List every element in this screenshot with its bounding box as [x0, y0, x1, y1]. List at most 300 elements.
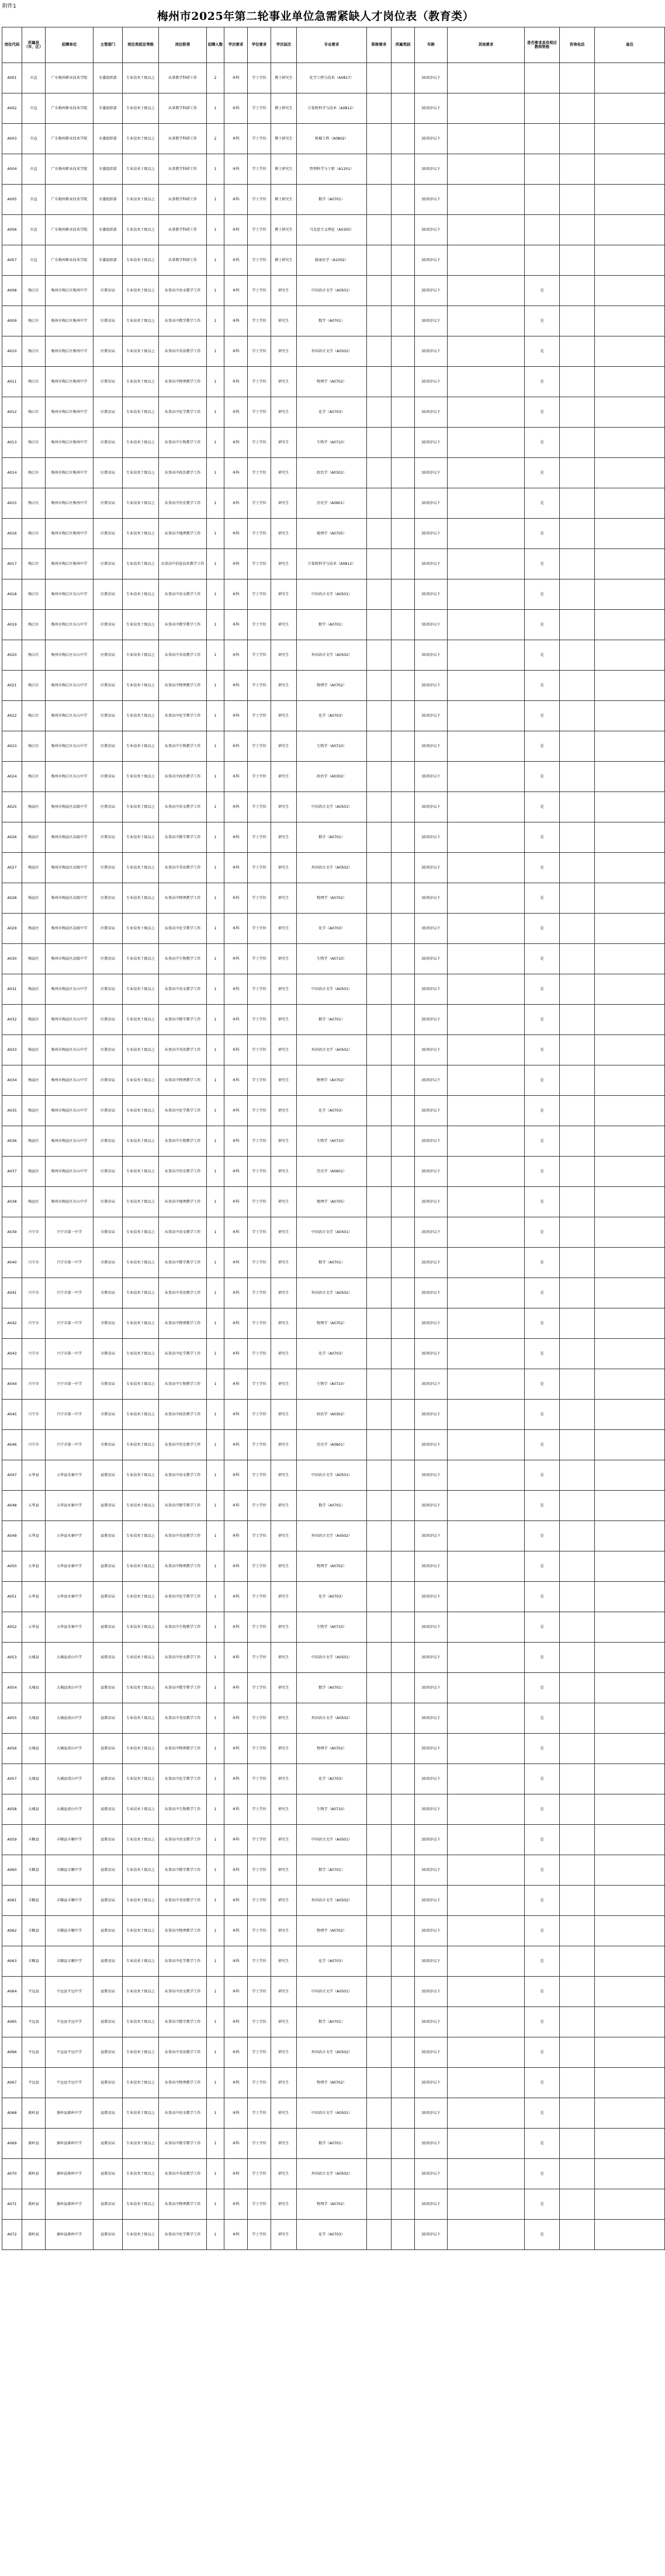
table-cell: 35周岁以下 — [415, 701, 448, 731]
table-cell — [560, 519, 595, 549]
table-cell: 研究生 — [271, 1339, 297, 1369]
table-cell: 梅州市梅江区梅州中学 — [46, 336, 93, 367]
table-cell: 专业技术十级以上 — [123, 1308, 159, 1339]
table-cell: 从事高中化学教学工作 — [159, 914, 207, 944]
table-cell: 广东梅州职业技术学院 — [46, 185, 93, 215]
table-cell — [595, 2220, 665, 2250]
table-cell — [448, 276, 525, 306]
table-cell — [595, 2159, 665, 2189]
table-cell: 从事高中化学教学工作 — [159, 2220, 207, 2250]
table-cell: 1 — [207, 671, 224, 701]
table-cell: 蕉岭县 — [22, 2129, 46, 2159]
table-cell — [367, 1157, 392, 1187]
table-cell: 学士学位 — [248, 519, 271, 549]
table-cell: 本科 — [224, 1248, 248, 1278]
table-cell: 梅县区 — [22, 883, 46, 914]
table-cell: 从事高中数学教学工作 — [159, 822, 207, 853]
column-header: 学历层次 — [271, 27, 297, 63]
table-cell: 从事高中生物教学工作 — [159, 1794, 207, 1825]
table-cell — [448, 1369, 525, 1400]
table-cell: 学士学位 — [248, 1065, 271, 1096]
table-cell: 广东梅州职业技术学院 — [46, 154, 93, 185]
table-cell: 梅州市梅江区梅州中学 — [46, 549, 93, 579]
table-cell — [448, 397, 525, 428]
table-cell: 学士学位 — [248, 2037, 271, 2068]
table-cell: 1 — [207, 1734, 224, 1764]
table-cell: 从事高中数学教学工作 — [159, 2007, 207, 2037]
table-cell: 研究生 — [271, 701, 297, 731]
table-cell: 从事高中数学教学工作 — [159, 1005, 207, 1035]
table-cell: 兴宁市第一中学 — [46, 1308, 93, 1339]
table-cell: 35周岁以下 — [415, 276, 448, 306]
table-cell — [595, 2068, 665, 2098]
table-cell — [448, 1794, 525, 1825]
table-cell: 学士学位 — [248, 2007, 271, 2037]
table-cell: 区教育局 — [93, 701, 123, 731]
table-cell — [525, 215, 560, 245]
table-cell — [448, 883, 525, 914]
table-cell — [448, 1946, 525, 1977]
table-cell: 学士学位 — [248, 1946, 271, 1977]
table-cell: 专业技术十级以上 — [123, 1855, 159, 1886]
table-cell — [367, 1065, 392, 1096]
table-cell: 本科 — [224, 2159, 248, 2189]
table-cell — [448, 914, 525, 944]
table-cell — [448, 519, 525, 549]
table-cell: 从事高中语文教学工作 — [159, 974, 207, 1005]
table-row — [2, 1521, 665, 1551]
table-cell: 本科 — [224, 1946, 248, 1977]
table-cell — [595, 549, 665, 579]
table-cell: 博士研究生 — [271, 63, 297, 93]
table-cell: 丰顺县丰顺中学 — [46, 1886, 93, 1916]
table-cell — [448, 762, 525, 792]
table-cell: 蕉岭县蕉岭中学 — [46, 2129, 93, 2159]
table-row — [2, 1400, 665, 1430]
table-cell: 学士学位 — [248, 822, 271, 853]
table-cell — [595, 762, 665, 792]
table-cell: 本科 — [224, 124, 248, 154]
table-cell — [595, 731, 665, 762]
table-cell: 是 — [525, 2159, 560, 2189]
table-cell — [560, 154, 595, 185]
table-cell: 专业技术十级以上 — [123, 2189, 159, 2220]
table-cell: 本科 — [224, 1886, 248, 1916]
table-cell: 梅州市梅县区东山中学 — [46, 974, 93, 1005]
table-cell: 县教育局 — [93, 2007, 123, 2037]
table-cell: 五华县水寨中学 — [46, 1582, 93, 1612]
table-cell: 丰顺县 — [22, 1825, 46, 1855]
table-cell: 从事高中语文教学工作 — [159, 1643, 207, 1673]
table-cell: 学士学位 — [248, 731, 271, 762]
table-cell: 梅州市梅县区高级中学 — [46, 883, 93, 914]
table-row — [2, 640, 665, 671]
table-cell — [367, 1794, 392, 1825]
table-cell: 梅州市梅江区梅州中学 — [46, 488, 93, 519]
table-cell — [595, 215, 665, 245]
table-cell — [560, 2129, 595, 2159]
table-cell: 从事高中化学教学工作 — [159, 1339, 207, 1369]
table-cell: 梅州市梅县区东山中学 — [46, 1035, 93, 1065]
table-cell — [392, 154, 415, 185]
table-cell: 从事高中数学教学工作 — [159, 1673, 207, 1703]
table-cell: 1 — [207, 1491, 224, 1521]
table-cell — [560, 215, 595, 245]
table-cell: 研究生 — [271, 1491, 297, 1521]
table-cell: 梅县区 — [22, 792, 46, 822]
table-cell — [392, 1521, 415, 1551]
table-cell: 梅州市梅江区东山中学 — [46, 610, 93, 640]
table-cell — [448, 1551, 525, 1582]
table-cell: 研究生 — [271, 276, 297, 306]
table-cell: 35周岁以下 — [415, 1946, 448, 1977]
table-cell: 从事高中政治教学工作 — [159, 762, 207, 792]
table-cell — [595, 1551, 665, 1582]
table-cell — [560, 822, 595, 853]
table-cell: 1 — [207, 336, 224, 367]
table-cell: 35周岁以下 — [415, 1035, 448, 1065]
table-cell: 35周岁以下 — [415, 1460, 448, 1491]
table-cell: 梅江区 — [22, 397, 46, 428]
table-cell: 专业技术十级以上 — [123, 1065, 159, 1096]
table-cell: 市教育局 — [93, 1248, 123, 1278]
table-cell: 梅州市梅江区梅州中学 — [46, 367, 93, 397]
table-cell: 专业技术十级以上 — [123, 579, 159, 610]
table-cell — [367, 154, 392, 185]
table-cell — [560, 2068, 595, 2098]
table-row — [2, 1278, 665, 1308]
table-cell: 研究生 — [271, 2159, 297, 2189]
table-cell: 研究生 — [271, 397, 297, 428]
table-cell — [367, 822, 392, 853]
table-cell — [595, 306, 665, 336]
table-cell: A010 — [2, 336, 22, 367]
table-cell: 1 — [207, 1096, 224, 1126]
table-cell: 本科 — [224, 1126, 248, 1157]
table-cell: 学士学位 — [248, 458, 271, 488]
page-title: 梅州市2025年第二轮事业单位急需紧缺人才岗位表（教育类） — [157, 10, 474, 23]
column-header: 学位要求 — [248, 27, 271, 63]
table-cell: 五华县 — [22, 1460, 46, 1491]
table-row — [2, 1551, 665, 1582]
table-cell — [448, 1005, 525, 1035]
table-cell — [392, 974, 415, 1005]
table-cell: 35周岁以下 — [415, 488, 448, 519]
table-row — [2, 185, 665, 215]
table-cell: 本科 — [224, 1825, 248, 1855]
table-cell: 梅州市梅江区东山中学 — [46, 579, 93, 610]
table-cell: 学士学位 — [248, 549, 271, 579]
table-cell: A032 — [2, 1005, 22, 1035]
table-cell: 从事教学科研工作 — [159, 93, 207, 124]
table-cell — [560, 1491, 595, 1521]
table-cell — [560, 1278, 595, 1308]
table-cell: 专业技术十级以上 — [123, 519, 159, 549]
table-cell: 研究生 — [271, 2220, 297, 2250]
table-cell: 化学（A0703） — [297, 1764, 367, 1794]
table-row — [2, 1217, 665, 1248]
table-cell: 学士学位 — [248, 2159, 271, 2189]
table-cell — [595, 671, 665, 701]
table-cell: 研究生 — [271, 2068, 297, 2098]
table-row — [2, 397, 665, 428]
positions-table — [2, 27, 665, 2250]
table-cell: 梅州市梅县区高级中学 — [46, 853, 93, 883]
table-cell: 专业技术十级以上 — [123, 488, 159, 519]
table-cell: 研究生 — [271, 1460, 297, 1491]
table-cell: 研究生 — [271, 1886, 297, 1916]
table-cell: 中国语言文学（A0501） — [297, 1977, 367, 2007]
table-cell — [595, 640, 665, 671]
table-cell: 区教育局 — [93, 1096, 123, 1126]
table-cell: 数学（A0701） — [297, 1248, 367, 1278]
table-row — [2, 974, 665, 1005]
table-cell: 区教育局 — [93, 640, 123, 671]
table-cell — [560, 2037, 595, 2068]
table-cell: 专业技术十级以上 — [123, 124, 159, 154]
table-row — [2, 367, 665, 397]
table-cell: A006 — [2, 215, 22, 245]
table-cell: 市直 — [22, 124, 46, 154]
table-cell: 学士学位 — [248, 1339, 271, 1369]
table-cell: 兴宁市 — [22, 1217, 46, 1248]
table-cell: 本科 — [224, 1764, 248, 1794]
table-cell — [367, 762, 392, 792]
table-cell: 是 — [525, 1886, 560, 1916]
table-row — [2, 154, 665, 185]
table-cell: 从事高中化学教学工作 — [159, 1096, 207, 1126]
table-cell — [560, 428, 595, 458]
table-cell: 区教育局 — [93, 1005, 123, 1035]
table-cell — [367, 1582, 392, 1612]
table-cell — [392, 1703, 415, 1734]
table-cell: 广东梅州职业技术学院 — [46, 245, 93, 276]
header-row — [2, 27, 665, 63]
table-cell: A004 — [2, 154, 22, 185]
table-cell — [595, 579, 665, 610]
table-cell: 梅州市梅江区东山中学 — [46, 731, 93, 762]
table-cell — [448, 1612, 525, 1643]
table-cell: A062 — [2, 1916, 22, 1946]
table-cell: 从事高中生物教学工作 — [159, 428, 207, 458]
table-row — [2, 1977, 665, 2007]
table-cell: 研究生 — [271, 1430, 297, 1460]
table-cell — [525, 185, 560, 215]
table-cell: 专业技术十级以上 — [123, 822, 159, 853]
table-cell: 专业技术十级以上 — [123, 944, 159, 974]
table-cell: 专业技术十级以上 — [123, 762, 159, 792]
table-cell: 35周岁以下 — [415, 245, 448, 276]
table-cell: 梅江区 — [22, 610, 46, 640]
table-cell — [392, 1339, 415, 1369]
table-row — [2, 1582, 665, 1612]
table-cell: 学士学位 — [248, 792, 271, 822]
table-cell — [448, 1460, 525, 1491]
table-cell: 五华县水寨中学 — [46, 1460, 93, 1491]
table-cell: 学士学位 — [248, 1187, 271, 1217]
table-cell: 从事高中英语教学工作 — [159, 1521, 207, 1551]
table-cell: 市委组织部 — [93, 245, 123, 276]
table-cell: 本科 — [224, 1916, 248, 1946]
table-cell: A051 — [2, 1582, 22, 1612]
table-cell: 丰顺县 — [22, 1946, 46, 1977]
table-cell — [560, 762, 595, 792]
table-cell: 县教育局 — [93, 1946, 123, 1977]
table-row — [2, 944, 665, 974]
table-cell: 1 — [207, 1157, 224, 1187]
table-cell: 区教育局 — [93, 822, 123, 853]
table-cell: 从事高中化学教学工作 — [159, 1946, 207, 1977]
table-cell: 蕉岭县蕉岭中学 — [46, 2189, 93, 2220]
table-cell: 学士学位 — [248, 1734, 271, 1764]
table-cell: 梅县区 — [22, 1187, 46, 1217]
table-cell: 从事教学科研工作 — [159, 185, 207, 215]
table-cell: A036 — [2, 1126, 22, 1157]
table-cell: 蕉岭县 — [22, 2220, 46, 2250]
table-row — [2, 1339, 665, 1369]
table-cell: 专业技术十级以上 — [123, 1612, 159, 1643]
table-cell: 学士学位 — [248, 1217, 271, 1248]
table-cell: A052 — [2, 1612, 22, 1643]
table-cell: 35周岁以下 — [415, 2189, 448, 2220]
table-cell: 梅江区 — [22, 428, 46, 458]
table-cell: 市教育局 — [93, 1308, 123, 1339]
table-cell: 大埔县虎山中学 — [46, 1673, 93, 1703]
table-cell: 计算机科学与技术（A0812） — [297, 93, 367, 124]
table-cell: 外国语言文学（A0502） — [297, 336, 367, 367]
table-cell — [595, 124, 665, 154]
table-cell: 从事高中英语教学工作 — [159, 2159, 207, 2189]
table-cell: A067 — [2, 2068, 22, 2098]
table-cell: 1 — [207, 488, 224, 519]
table-cell: 梅州市梅江区东山中学 — [46, 640, 93, 671]
table-cell — [367, 2129, 392, 2159]
table-cell — [595, 1916, 665, 1946]
table-cell: 是 — [525, 2129, 560, 2159]
table-cell — [392, 1825, 415, 1855]
table-cell: 区教育局 — [93, 306, 123, 336]
column-header: 岗位代码 — [2, 27, 22, 63]
table-cell: 研究生 — [271, 944, 297, 974]
table-cell: 35周岁以下 — [415, 974, 448, 1005]
table-cell — [560, 1916, 595, 1946]
table-cell — [560, 792, 595, 822]
table-cell — [392, 2189, 415, 2220]
table-cell: 研究生 — [271, 1673, 297, 1703]
table-cell — [560, 1703, 595, 1734]
table-cell: 数学（A0701） — [297, 185, 367, 215]
table-cell: 是 — [525, 519, 560, 549]
table-cell: 学士学位 — [248, 1643, 271, 1673]
table-cell: 从事高中生物教学工作 — [159, 944, 207, 974]
table-cell: 是 — [525, 1065, 560, 1096]
table-cell: A064 — [2, 1977, 22, 2007]
table-cell — [560, 488, 595, 519]
table-cell: 研究生 — [271, 336, 297, 367]
table-cell: 专业技术十级以上 — [123, 914, 159, 944]
table-row — [2, 1612, 665, 1643]
table-cell — [595, 1430, 665, 1460]
table-cell — [595, 63, 665, 93]
table-cell: 1 — [207, 245, 224, 276]
table-cell: 梅州市梅县区东山中学 — [46, 1187, 93, 1217]
table-cell — [560, 185, 595, 215]
table-row — [2, 124, 665, 154]
table-cell — [367, 428, 392, 458]
table-cell: 市委组织部 — [93, 93, 123, 124]
table-cell: A043 — [2, 1339, 22, 1369]
table-cell — [560, 458, 595, 488]
table-cell: A055 — [2, 1703, 22, 1734]
table-cell: 专业技术十级以上 — [123, 1551, 159, 1582]
table-cell: 从事高中语文教学工作 — [159, 579, 207, 610]
table-cell: 县教育局 — [93, 2159, 123, 2189]
table-cell: 1 — [207, 185, 224, 215]
table-cell: 学士学位 — [248, 367, 271, 397]
table-cell: 从事高中政治教学工作 — [159, 458, 207, 488]
table-cell — [448, 488, 525, 519]
table-cell: A059 — [2, 1825, 22, 1855]
table-row — [2, 1369, 665, 1400]
table-cell — [392, 1096, 415, 1126]
table-cell: A035 — [2, 1096, 22, 1126]
table-cell — [448, 1491, 525, 1521]
table-cell: 本科 — [224, 1217, 248, 1248]
table-cell: 是 — [525, 1400, 560, 1430]
table-cell: 研究生 — [271, 853, 297, 883]
table-cell — [595, 1886, 665, 1916]
table-cell: 是 — [525, 822, 560, 853]
table-cell: 1 — [207, 1825, 224, 1855]
table-cell: 外国语言文学（A0502） — [297, 853, 367, 883]
table-cell — [595, 1065, 665, 1096]
table-cell — [560, 1946, 595, 1977]
table-cell: 梅县区 — [22, 1157, 46, 1187]
table-cell — [392, 944, 415, 974]
table-cell: 1 — [207, 215, 224, 245]
table-cell — [392, 701, 415, 731]
table-cell: 1 — [207, 1217, 224, 1248]
table-cell: 丰顺县丰顺中学 — [46, 1916, 93, 1946]
table-cell: A021 — [2, 671, 22, 701]
table-cell: 学士学位 — [248, 63, 271, 93]
table-cell: 市直 — [22, 154, 46, 185]
table-cell: 35周岁以下 — [415, 185, 448, 215]
table-row — [2, 519, 665, 549]
table-cell: 本科 — [224, 215, 248, 245]
table-cell: 专业技术十级以上 — [123, 1187, 159, 1217]
table-cell: 从事高中物理教学工作 — [159, 367, 207, 397]
table-cell: 研究生 — [271, 1400, 297, 1430]
table-cell — [367, 1825, 392, 1855]
table-cell: 专业技术十级以上 — [123, 1703, 159, 1734]
table-cell — [595, 2098, 665, 2129]
table-cell: 大埔县 — [22, 1794, 46, 1825]
table-cell — [392, 306, 415, 336]
table-cell: 从事高中数学教学工作 — [159, 1855, 207, 1886]
table-cell: 兴宁市第一中学 — [46, 1400, 93, 1430]
table-cell: 本科 — [224, 185, 248, 215]
table-cell — [595, 1248, 665, 1278]
table-cell — [392, 792, 415, 822]
table-cell: 1 — [207, 853, 224, 883]
table-cell: 35周岁以下 — [415, 944, 448, 974]
table-cell — [392, 1886, 415, 1916]
table-cell: 化学工程与技术（A0817） — [297, 63, 367, 93]
table-cell: 外国语言文学（A0502） — [297, 2159, 367, 2189]
table-cell — [595, 428, 665, 458]
table-cell — [595, 1977, 665, 2007]
